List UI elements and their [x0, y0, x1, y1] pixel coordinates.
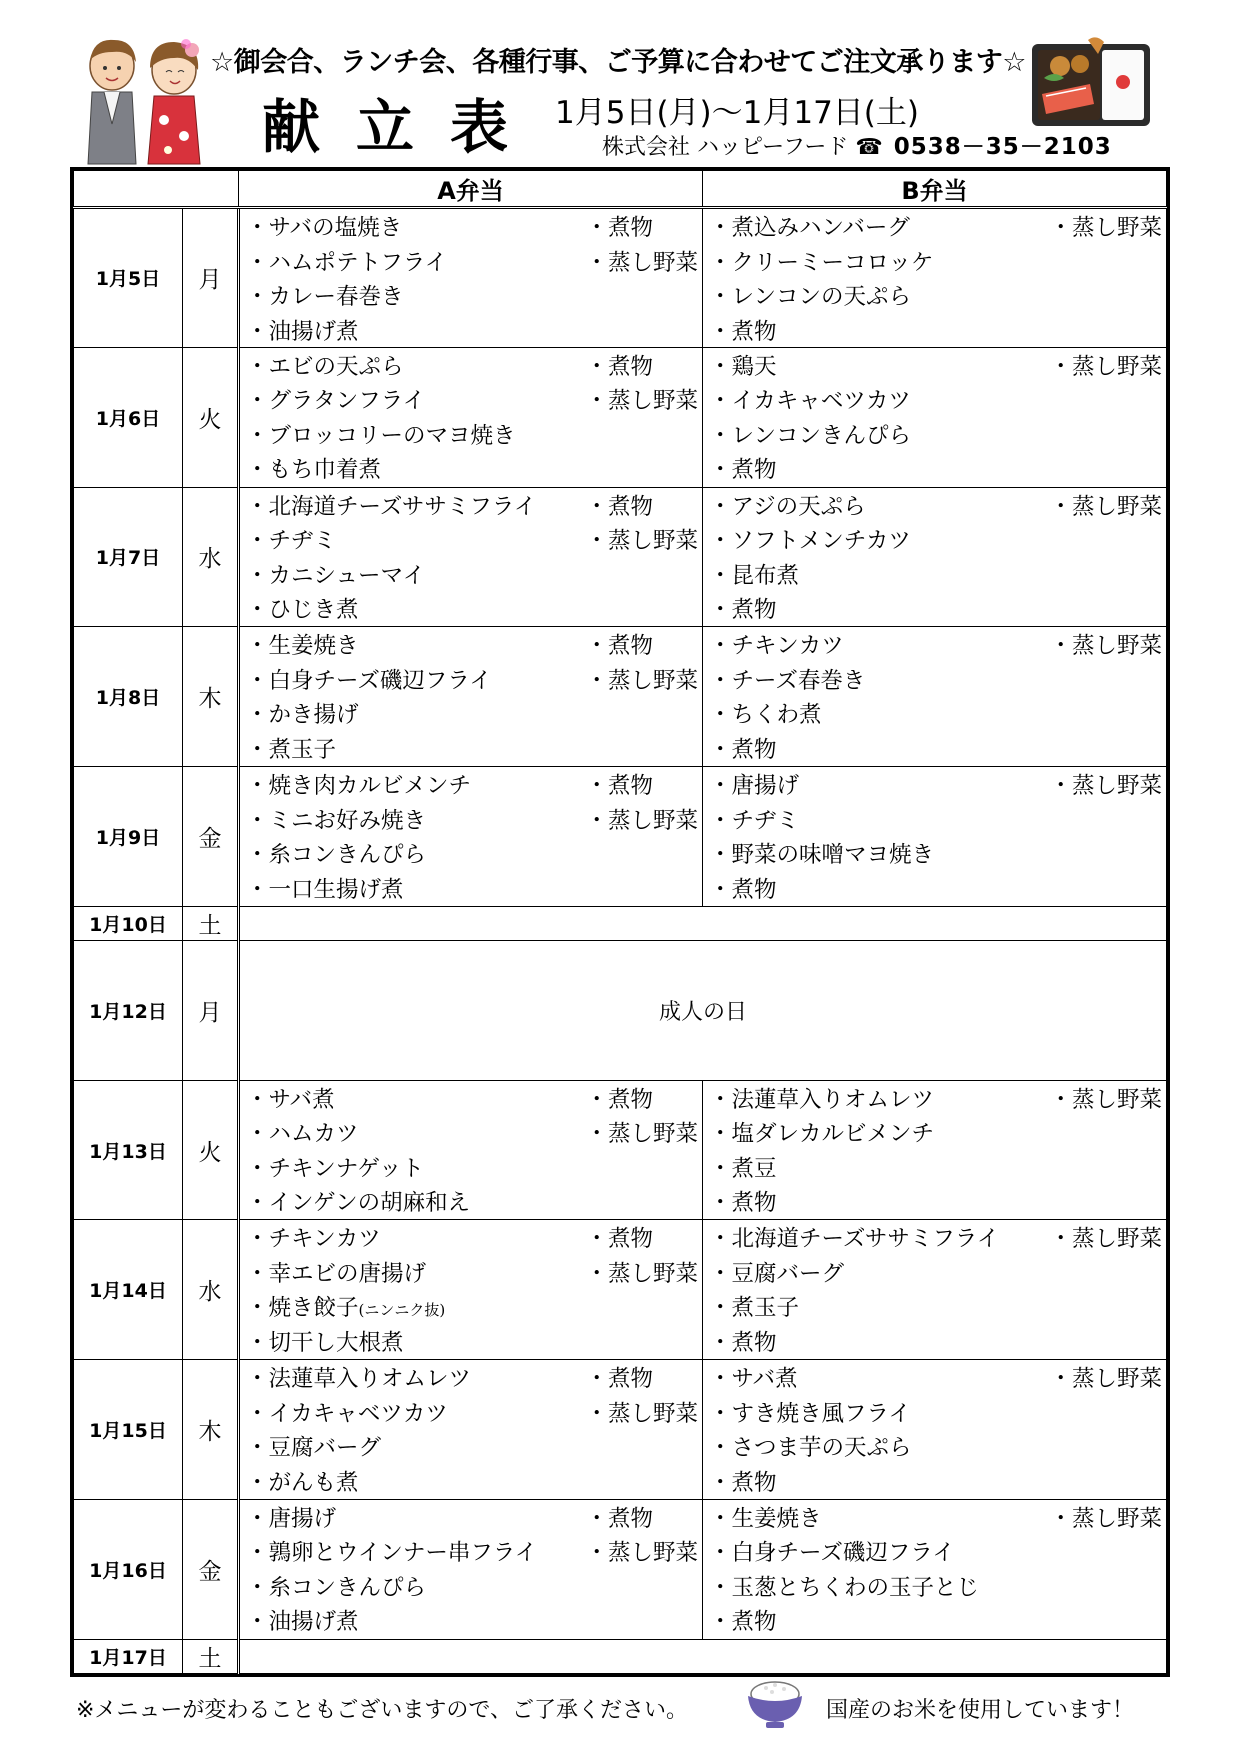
- menu-period: 1月5日(月)～1月17日(土): [555, 95, 919, 131]
- a-main-item-text: ・焼き餃子: [246, 1295, 359, 1322]
- b-bento-sides: [1049, 1502, 1162, 1537]
- a-side-item: ・煮物: [585, 493, 653, 520]
- a-main-item: ・糸コンきんぴら: [246, 1574, 427, 1601]
- phone-number: 0538－35－2103: [893, 134, 1112, 160]
- date-cell: 1月16日: [74, 1499, 183, 1639]
- menu-day-row: [74, 208, 1167, 348]
- date-cell: 1月10日: [74, 906, 183, 940]
- a-bento-cell: [239, 347, 703, 487]
- b-side-item: ・蒸し野菜: [1049, 353, 1162, 380]
- a-bento-mains: [246, 629, 492, 767]
- b-main-item: ・法蓮草入りオムレツ: [709, 1086, 935, 1113]
- b-main-item: ・煮物: [709, 1329, 777, 1356]
- b-main-item: ・レンコンの天ぷら: [709, 284, 911, 310]
- couple-illustration: [82, 28, 212, 166]
- b-side-item: ・蒸し野菜: [1049, 215, 1162, 241]
- menu-table: [70, 167, 1170, 1677]
- a-bento-header: A弁当: [239, 171, 703, 208]
- a-main-item: ・北海道チーズササミフライ: [246, 493, 537, 520]
- a-bento-sides: [585, 629, 698, 698]
- a-side-item: ・煮物: [585, 215, 653, 241]
- a-main-item: ・チヂミ: [246, 528, 337, 554]
- weekday-cell: 月: [183, 208, 239, 348]
- b-main-item: ・野菜の味噌マヨ焼き: [709, 842, 935, 868]
- a-bento-cell: [239, 767, 703, 907]
- a-bento-cell: [239, 1360, 703, 1500]
- header: [0, 0, 1240, 170]
- closed-cell: [239, 906, 1167, 940]
- date-cell: 1月9日: [74, 767, 183, 907]
- b-main-item: ・塩ダレカルビメンチ: [709, 1121, 935, 1148]
- a-bento-cell: [239, 1080, 703, 1220]
- saturday-row: [74, 906, 1167, 940]
- b-bento-mains: [709, 629, 865, 767]
- a-main-item: ・サバ煮: [246, 1086, 335, 1113]
- a-main-item: ・イカキャベツカツ: [246, 1400, 448, 1427]
- a-main-item: ・油揚げ煮: [246, 318, 359, 345]
- saturday-row: [74, 1639, 1167, 1673]
- a-side-item: ・蒸し野菜: [585, 249, 698, 276]
- a-bento-cell: [239, 487, 703, 627]
- b-side-item: ・蒸し野菜: [1049, 1366, 1162, 1393]
- a-main-item: ・グラタンフライ: [246, 388, 426, 415]
- b-main-item: ・サバ煮: [709, 1366, 798, 1393]
- menu-change-note: ※メニューが変わることもございますので、ご了承ください。: [76, 1698, 688, 1723]
- b-main-item: ・豆腐バーグ: [709, 1260, 845, 1287]
- date-cell: 1月13日: [74, 1080, 183, 1220]
- telephone-icon: ☎: [855, 135, 883, 160]
- date-cell: 1月6日: [74, 347, 183, 487]
- a-bento-sides: [585, 1222, 698, 1291]
- weekday-cell: 土: [183, 906, 239, 940]
- a-main-item: ・幸エビの唐揚げ: [246, 1260, 427, 1287]
- b-main-item: ・煮玉子: [709, 1295, 800, 1322]
- b-main-item: ・煮物: [709, 1609, 777, 1636]
- weekday-cell: 月: [183, 940, 239, 1080]
- a-main-item: ・がんも煮: [246, 1469, 359, 1496]
- a-bento-mains: [246, 350, 516, 488]
- b-main-item: ・ソフトメンチカツ: [709, 528, 911, 554]
- b-main-item: ・煮物: [709, 457, 777, 484]
- b-bento-sides: [1049, 1083, 1162, 1118]
- a-side-item: ・煮物: [585, 1226, 653, 1253]
- holiday-row: [74, 940, 1167, 1080]
- b-bento-sides: [1049, 350, 1162, 385]
- menu-day-row: [74, 767, 1167, 907]
- a-side-item: ・蒸し野菜: [585, 1121, 698, 1148]
- b-bento-sides: [1049, 490, 1162, 525]
- menu-day-row: [74, 347, 1167, 487]
- b-main-item: ・北海道チーズササミフライ: [709, 1226, 1000, 1253]
- a-bento-sides: [585, 1502, 698, 1571]
- weekday-cell: 水: [183, 1220, 239, 1360]
- b-main-item: ・レンコンきんぴら: [709, 422, 911, 449]
- a-side-item: ・蒸し野菜: [585, 1260, 698, 1287]
- a-bento-mains: [246, 1222, 445, 1360]
- b-bento-sides: [1049, 211, 1162, 246]
- menu-day-row: [74, 627, 1167, 767]
- weekday-cell: 木: [183, 627, 239, 767]
- b-main-item: ・生姜焼き: [709, 1505, 822, 1532]
- b-main-item: ・ちくわ煮: [709, 702, 822, 729]
- b-main-item: ・煮豆: [709, 1155, 777, 1182]
- a-main-item: ・カレー春巻き: [246, 284, 404, 310]
- b-main-item: ・煮物: [709, 736, 777, 763]
- a-bento-sides: [585, 490, 698, 559]
- a-main-item: ・インゲンの胡麻和え: [246, 1190, 471, 1217]
- a-side-item: ・煮物: [585, 353, 653, 380]
- b-bento-sides: [1049, 1222, 1162, 1257]
- b-bento-mains: [709, 211, 934, 349]
- a-side-item: ・煮物: [585, 633, 653, 660]
- a-main-item: ・白身チーズ磯辺フライ: [246, 667, 492, 694]
- b-main-item: ・鶏天: [709, 353, 777, 380]
- b-main-item: ・唐揚げ: [709, 773, 800, 799]
- b-main-item: ・煮物: [709, 876, 777, 903]
- a-bento-cell: [239, 208, 703, 348]
- a-main-item: ・エビの天ぷら: [246, 353, 404, 380]
- weekday-cell: 土: [183, 1639, 239, 1673]
- a-bento-sides: [585, 350, 698, 419]
- b-bento-mains: [709, 769, 934, 907]
- a-bento-cell: [239, 627, 703, 767]
- tagline: ☆御会合、ランチ会、各種行事、ご予算に合わせてご注文承ります☆: [210, 47, 1026, 78]
- b-main-item: ・チキンカツ: [709, 633, 844, 660]
- b-main-item: ・白身チーズ磯辺フライ: [709, 1540, 955, 1567]
- a-main-item: ・チキンカツ: [246, 1226, 381, 1253]
- b-main-item: ・煮込みハンバーグ: [709, 215, 910, 241]
- a-main-item: ・もち巾着煮: [246, 457, 382, 484]
- b-bento-cell: [703, 1080, 1167, 1220]
- bento-illustration: [1030, 34, 1152, 130]
- a-main-item: ・焼き肉カルビメンチ: [246, 773, 472, 799]
- weekday-cell: 火: [183, 1080, 239, 1220]
- b-bento-cell: [703, 1360, 1167, 1500]
- a-main-item: ・煮玉子: [246, 736, 337, 763]
- date-cell: 1月14日: [74, 1220, 183, 1360]
- date-cell: 1月12日: [74, 940, 183, 1080]
- a-side-item: ・煮物: [585, 1366, 653, 1393]
- date-cell: 1月8日: [74, 627, 183, 767]
- b-bento-mains: [709, 1362, 912, 1500]
- b-bento-cell: [703, 1220, 1167, 1360]
- b-side-item: ・蒸し野菜: [1049, 1505, 1162, 1532]
- a-bento-sides: [585, 1083, 698, 1152]
- a-side-item: ・煮物: [585, 1086, 653, 1113]
- b-main-item: ・チーズ春巻き: [709, 667, 866, 694]
- menu-day-row: [74, 1220, 1167, 1360]
- a-main-item: ・生姜焼き: [246, 633, 359, 660]
- domestic-rice-note: 国産のお米を使用しています！: [826, 1698, 1135, 1723]
- b-main-item: ・玉葱とちくわの玉子とじ: [709, 1574, 980, 1601]
- a-main-item: [246, 1291, 445, 1326]
- b-main-item: ・クリーミーコロッケ: [709, 249, 934, 276]
- a-side-item: ・蒸し野菜: [585, 388, 698, 415]
- b-bento-cell: [703, 487, 1167, 627]
- b-main-item: ・チヂミ: [709, 807, 800, 834]
- a-bento-mains: [246, 769, 471, 907]
- a-main-item: ・ブロッコリーのマヨ焼き: [246, 422, 516, 449]
- weekday-cell: 火: [183, 347, 239, 487]
- a-bento-mains: [246, 1083, 470, 1221]
- date-cell: 1月17日: [74, 1639, 183, 1673]
- a-bento-mains: [246, 211, 447, 349]
- weekday-cell: 木: [183, 1360, 239, 1500]
- b-side-item: ・蒸し野菜: [1049, 773, 1162, 799]
- b-bento-header: B弁当: [703, 171, 1167, 208]
- company-name: 株式会社 ハッピーフード: [602, 135, 849, 160]
- b-main-item: ・昆布煮: [709, 562, 800, 589]
- b-side-item: ・蒸し野菜: [1049, 493, 1162, 520]
- a-bento-mains: [246, 490, 536, 628]
- b-main-item: ・アジの天ぷら: [709, 493, 866, 520]
- a-side-item: ・煮物: [585, 1505, 653, 1532]
- b-main-item: ・煮物: [709, 597, 777, 623]
- a-side-item: ・蒸し野菜: [585, 807, 698, 834]
- b-main-item: ・すき焼き風フライ: [709, 1400, 911, 1427]
- a-main-item: ・サバの塩焼き: [246, 215, 403, 241]
- a-bento-cell: [239, 1499, 703, 1639]
- holiday-label: 成人の日: [239, 940, 1167, 1080]
- a-main-item: ・鶉卵とウインナー串フライ: [246, 1540, 538, 1567]
- a-bento-mains: [246, 1502, 537, 1640]
- b-main-item: ・煮物: [709, 1469, 777, 1496]
- date-cell: 1月7日: [74, 487, 183, 627]
- rice-bowl-icon: [742, 1672, 808, 1730]
- a-main-item: ・唐揚げ: [246, 1505, 337, 1532]
- b-main-item: ・煮物: [709, 1190, 777, 1217]
- b-main-item: ・煮物: [709, 318, 777, 345]
- page-title: 献立表: [262, 93, 545, 161]
- b-bento-cell: [703, 627, 1167, 767]
- a-main-item: ・切干し大根煮: [246, 1329, 404, 1356]
- a-main-item: ・油揚げ煮: [246, 1609, 359, 1636]
- a-main-item: ・かき揚げ: [246, 702, 359, 729]
- b-bento-mains: [709, 1502, 979, 1640]
- a-bento-mains: [246, 1362, 471, 1500]
- a-main-item: ・ハムポテトフライ: [246, 249, 448, 276]
- a-bento-cell: [239, 1220, 703, 1360]
- b-bento-sides: [1049, 629, 1162, 664]
- a-main-item: ・豆腐バーグ: [246, 1435, 382, 1462]
- a-bento-sides: [585, 769, 698, 838]
- a-main-item: ・チキンナゲット: [246, 1155, 424, 1182]
- closed-cell: [239, 1639, 1167, 1673]
- b-bento-cell: [703, 208, 1167, 348]
- b-main-item: ・さつま芋の天ぷら: [709, 1435, 912, 1462]
- a-main-item: ・糸コンきんぴら: [246, 842, 427, 868]
- b-bento-mains: [709, 1222, 999, 1360]
- b-bento-sides: [1049, 1362, 1162, 1397]
- a-main-item: ・法蓮草入りオムレツ: [246, 1366, 472, 1393]
- b-bento-sides: [1049, 769, 1162, 804]
- a-side-item: ・蒸し野菜: [585, 1540, 698, 1567]
- b-bento-cell: [703, 347, 1167, 487]
- b-side-item: ・蒸し野菜: [1049, 633, 1162, 660]
- company-info: [602, 128, 1112, 161]
- a-main-item: ・一口生揚げ煮: [246, 876, 404, 903]
- weekday-cell: 水: [183, 487, 239, 627]
- a-side-item: ・蒸し野菜: [585, 667, 698, 694]
- a-side-item: ・煮物: [585, 773, 653, 799]
- a-main-item: ・ハムカツ: [246, 1121, 359, 1148]
- a-bento-sides: [585, 211, 698, 280]
- b-side-item: ・蒸し野菜: [1049, 1086, 1162, 1113]
- menu-day-row: [74, 1499, 1167, 1639]
- menu-day-row: [74, 1080, 1167, 1220]
- date-cell: 1月15日: [74, 1360, 183, 1500]
- a-main-item: ・ミニお好み焼き: [246, 807, 427, 834]
- a-side-item: ・蒸し野菜: [585, 528, 698, 554]
- menu-day-row: [74, 487, 1167, 627]
- b-side-item: ・蒸し野菜: [1049, 1226, 1162, 1253]
- weekday-cell: 金: [183, 1499, 239, 1639]
- menu-day-row: [74, 1360, 1167, 1500]
- weekday-cell: 金: [183, 767, 239, 907]
- b-bento-cell: [703, 1499, 1167, 1639]
- a-main-item: ・ひじき煮: [246, 597, 359, 623]
- b-bento-mains: [709, 1083, 934, 1221]
- b-main-item: ・イカキャベツカツ: [709, 388, 911, 415]
- date-cell: 1月5日: [74, 208, 183, 348]
- a-main-item-note: (ニンニク抜): [358, 1301, 446, 1320]
- corner-header: [74, 171, 239, 208]
- a-bento-sides: [585, 1362, 698, 1431]
- b-bento-cell: [703, 767, 1167, 907]
- a-side-item: ・蒸し野菜: [585, 1400, 698, 1427]
- b-bento-mains: [709, 350, 911, 488]
- b-bento-mains: [709, 490, 911, 628]
- a-main-item: ・カニシューマイ: [246, 562, 426, 589]
